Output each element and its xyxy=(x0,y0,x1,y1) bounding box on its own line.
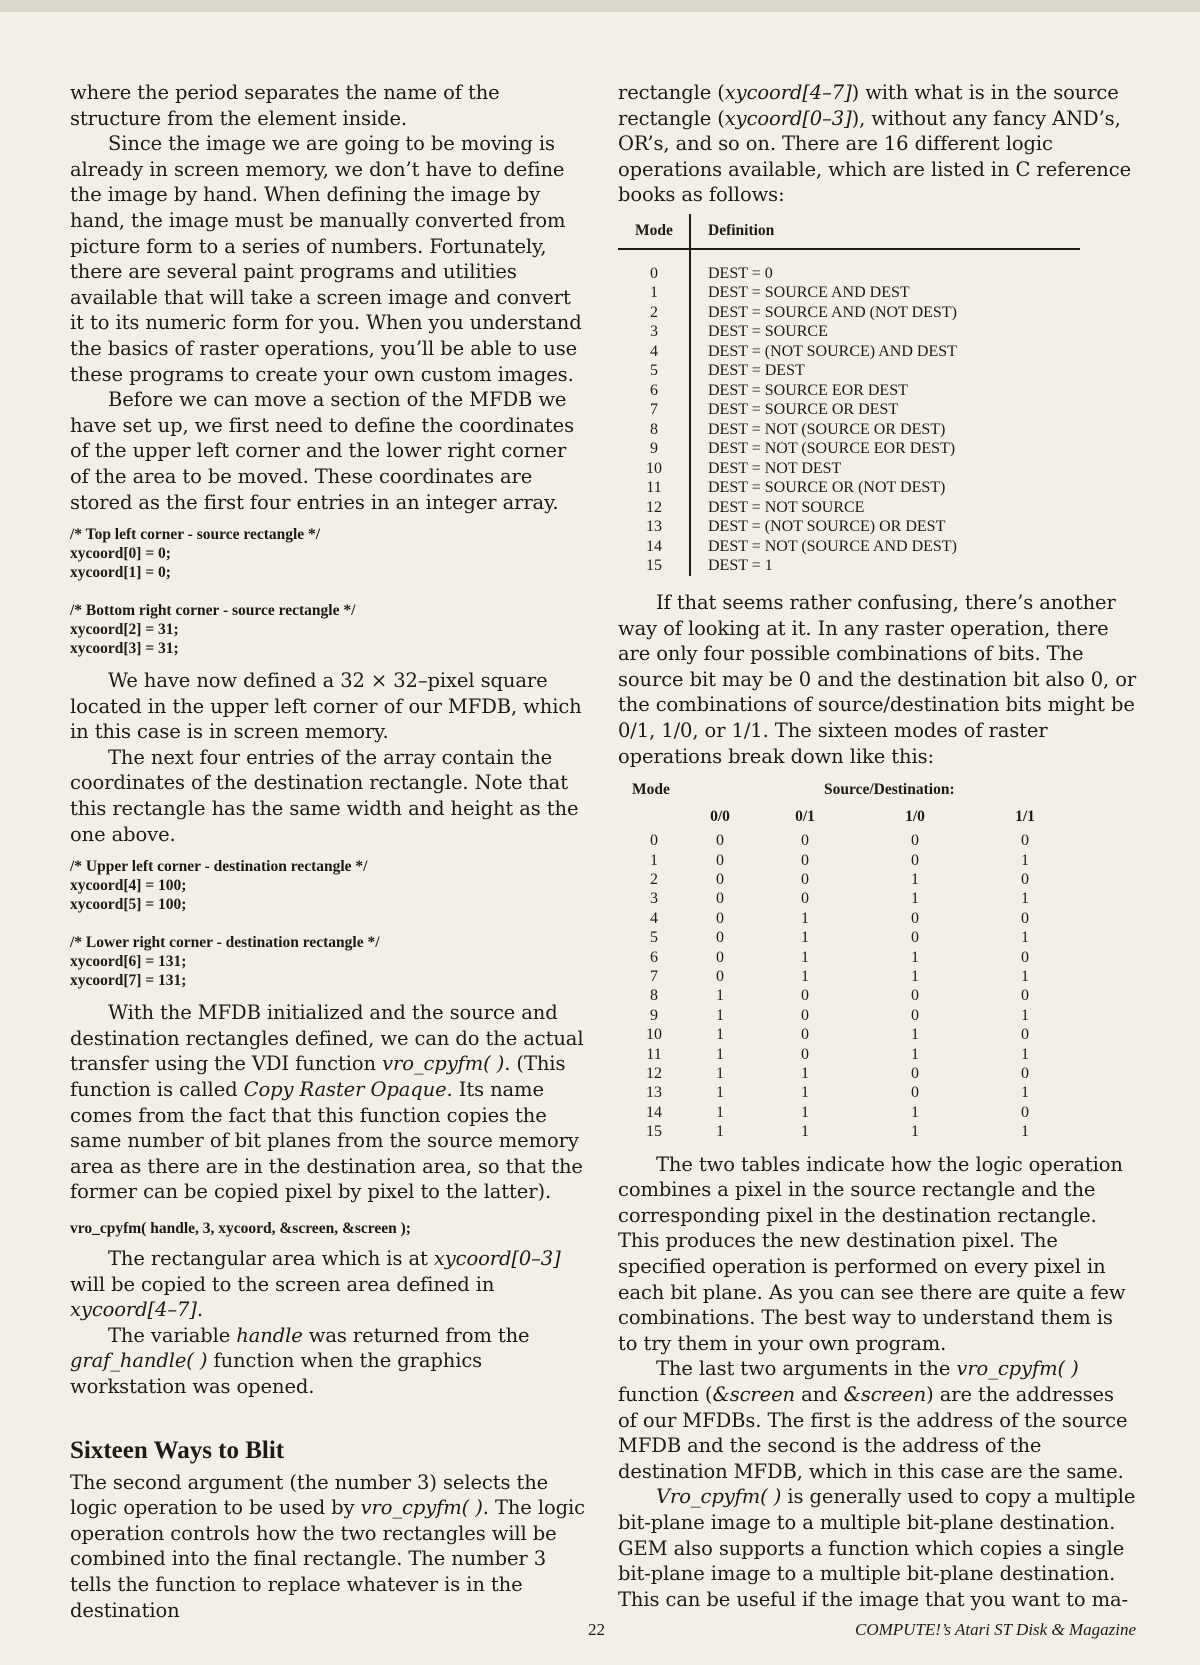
bit-cell: 0 xyxy=(1021,1026,1029,1044)
bit-cell: 1 xyxy=(911,1026,919,1044)
table-row xyxy=(618,831,1138,850)
bit-cell: 0 xyxy=(1021,909,1029,927)
table-row xyxy=(618,967,1138,986)
table-rule xyxy=(618,248,1080,250)
paragraph: The rectangular area which is at xycoord[0–3] will be copied to the screen area defined in xycoord[4–7]. xyxy=(70,1247,561,1322)
bit-cell: 1 xyxy=(1021,890,1029,908)
mode-cell: 8 xyxy=(650,987,658,1005)
bit-cell: 0 xyxy=(911,851,919,869)
definition-cell: DEST = SOURCE AND (NOT DEST) xyxy=(708,303,957,321)
bit-cell: 1 xyxy=(716,1065,724,1082)
definition-cell: DEST = (NOT SOURCE) AND DEST xyxy=(708,342,957,360)
bit-cell: 0 xyxy=(1021,1103,1029,1121)
mode-cell: 3 xyxy=(650,890,658,908)
bit-cell: 1 xyxy=(801,1065,809,1082)
bit-cell: 1 xyxy=(716,987,724,1005)
definition-cell: DEST = NOT SOURCE xyxy=(708,498,865,516)
table-header-mode: Mode xyxy=(632,781,670,799)
bit-cell: 0 xyxy=(911,987,919,1005)
paragraph: Vro_cpyfm( ) is generally used to copy a multiple bit-plane image to a multiple bit-plane destination. GEM also supports a function which copies a single bit-plane image to a multiple bit-plane destination. This can be useful if the image that you want to ma- xyxy=(618,1485,1136,1611)
paragraph: The last two arguments in the vro_cpyfm( ) function (&screen and &screen) are the addresses of our MFDBs. The first is the address of the source MFDB and the second is the address of the destination MFDB, which in this case are the same. xyxy=(618,1357,1128,1483)
page-edge xyxy=(0,0,1200,12)
code-line: xycoord[1] = 0; xyxy=(70,564,171,582)
paragraph: Before we can move a section of the MFDB we have set up, we first need to define the coordinates of the upper left corner and the lower right corner of the area to be moved. These coordinates are stored as the first four entries in an integer array. xyxy=(70,388,575,514)
table-header-mode: Mode xyxy=(635,221,673,239)
mode-cell: 1 xyxy=(650,284,658,302)
bit-cell: 0 xyxy=(716,890,724,908)
definition-cell: DEST = 1 xyxy=(708,557,773,575)
mode-cell: 7 xyxy=(650,401,658,419)
definition-cell: DEST = SOURCE AND DEST xyxy=(708,284,910,302)
paragraph: rectangle (xycoord[4–7]) with what is in the source rectangle (xycoord[0–3]), without any fancy AND’s, OR’s, and so on. There are 16 different logic operations available, which are listed in C reference books as follows: xyxy=(618,81,1132,207)
bit-cell: 1 xyxy=(911,1103,919,1121)
paragraph: The two tables indicate how the logic operation combines a pixel in the source rectangle and the corresponding pixel in the destination rectangle. This produces the new destination pixel. The specified operation is performed on every pixel in each bit plane. As you can see there are quite a few combinations. The best way to understand them is to try them in your own program. xyxy=(618,1152,1126,1355)
bit-cell: 1 xyxy=(1021,1006,1029,1024)
mode-cell: 6 xyxy=(650,948,658,966)
definition-cell: DEST = NOT (SOURCE EOR DEST) xyxy=(708,440,956,458)
table-row xyxy=(618,537,1078,557)
mode-cell: 14 xyxy=(646,1103,662,1121)
mode-cell: 9 xyxy=(650,1006,658,1024)
definition-cell: DEST = SOURCE EOR DEST xyxy=(708,381,908,399)
section-heading: Sixteen Ways to Blit xyxy=(70,1436,285,1464)
bit-cell: 0 xyxy=(801,987,809,1005)
mode-cell: 14 xyxy=(646,537,662,555)
table-row xyxy=(618,517,1078,537)
table-row xyxy=(618,928,1138,947)
code-comment: /* Lower right corner - destination rectangle */ xyxy=(70,934,380,952)
table-row xyxy=(618,870,1138,889)
table-row xyxy=(618,478,1078,498)
mode-cell: 13 xyxy=(646,1084,662,1102)
bit-cell: 1 xyxy=(1021,1084,1029,1102)
column-header: 0/1 xyxy=(795,808,815,826)
bit-cell: 0 xyxy=(716,967,724,985)
bit-cell: 1 xyxy=(1021,1123,1029,1141)
left-column xyxy=(70,80,590,1623)
mode-cell: 8 xyxy=(650,420,658,438)
definition-cell: DEST = 0 xyxy=(708,264,773,282)
table-row xyxy=(618,303,1078,323)
bit-cell: 1 xyxy=(911,870,919,888)
bit-cell: 1 xyxy=(716,1026,724,1044)
bit-cell: 1 xyxy=(801,1123,809,1141)
bit-cell: 0 xyxy=(911,1084,919,1102)
table-row xyxy=(618,1006,1138,1025)
paragraph: The next four entries of the array contain the coordinates of the destination rectangle. Note that this rectangle has the same width and height as the one above. xyxy=(70,745,579,846)
bit-cell: 1 xyxy=(1021,1045,1029,1063)
code-line: vro_cpyfm( handle, 3, xycoord, &screen, &screen ); xyxy=(70,1220,411,1237)
bit-cell: 0 xyxy=(1021,987,1029,1005)
table-row xyxy=(618,459,1078,479)
table-row xyxy=(618,420,1078,440)
mode-cell: 11 xyxy=(646,1045,662,1063)
bit-cell: 1 xyxy=(716,1006,724,1024)
table-row xyxy=(618,381,1078,401)
mode-cell: 12 xyxy=(646,1065,662,1082)
mode-cell: 4 xyxy=(650,909,658,927)
code-block-call xyxy=(70,1219,590,1238)
bit-cell: 1 xyxy=(1021,929,1029,947)
definition-cell: DEST = (NOT SOURCE) OR DEST xyxy=(708,518,946,536)
bit-cell: 1 xyxy=(911,1045,919,1063)
mode-cell: 13 xyxy=(646,518,662,536)
bit-cell: 1 xyxy=(716,1045,724,1063)
mode-cell: 0 xyxy=(650,832,658,850)
bit-cell: 1 xyxy=(801,909,809,927)
bit-cell: 0 xyxy=(911,909,919,927)
bit-cell: 1 xyxy=(716,1103,724,1121)
definition-cell: DEST = NOT (SOURCE OR DEST) xyxy=(708,420,946,438)
mode-cell: 5 xyxy=(650,929,658,947)
table-row xyxy=(618,400,1078,420)
code-line: xycoord[3] = 31; xyxy=(70,640,179,658)
bit-cell: 0 xyxy=(911,1006,919,1024)
definition-cell: DEST = SOURCE OR DEST xyxy=(708,401,899,419)
mode-cell: 12 xyxy=(646,498,662,516)
paragraph: We have now defined a 32 × 32–pixel square located in the upper left corner of our MFDB, which in this case is in screen memory. xyxy=(70,669,582,744)
bit-cell: 0 xyxy=(716,851,724,869)
table-row xyxy=(618,1025,1138,1044)
mode-cell: 15 xyxy=(646,557,662,575)
code-line: xycoord[4] = 100; xyxy=(70,877,187,895)
bit-cell: 0 xyxy=(1021,870,1029,888)
bit-cell: 0 xyxy=(801,1045,809,1063)
right-column xyxy=(618,80,1138,1612)
mode-cell: 2 xyxy=(650,303,658,321)
mode-cell: 4 xyxy=(650,342,658,360)
table-row xyxy=(618,1045,1138,1064)
bit-cell: 1 xyxy=(911,967,919,985)
bit-cell: 1 xyxy=(801,1084,809,1102)
table-row xyxy=(618,889,1138,908)
mode-cell: 11 xyxy=(646,479,662,497)
table-row xyxy=(618,283,1078,303)
table-row xyxy=(618,264,1078,284)
bit-cell: 0 xyxy=(1021,948,1029,966)
definition-cell: DEST = SOURCE OR (NOT DEST) xyxy=(708,479,946,497)
source-destination-table xyxy=(618,777,1138,1142)
bit-cell: 1 xyxy=(716,1123,724,1141)
bit-cell: 0 xyxy=(801,1006,809,1024)
table-row xyxy=(618,948,1138,967)
bit-cell: 1 xyxy=(801,1103,809,1121)
logic-operations-table xyxy=(618,214,1078,576)
bit-cell: 0 xyxy=(911,929,919,947)
mode-cell: 5 xyxy=(650,362,658,380)
code-line: xycoord[0] = 0; xyxy=(70,545,171,563)
bit-cell: 1 xyxy=(801,967,809,985)
bit-cell: 0 xyxy=(1021,1065,1029,1082)
column-header: 1/1 xyxy=(1015,808,1035,826)
magazine-name: COMPUTE!’s Atari ST Disk & Magazine xyxy=(855,1620,1136,1639)
bit-cell: 0 xyxy=(801,1026,809,1044)
mode-cell: 15 xyxy=(646,1123,662,1141)
table-row xyxy=(618,556,1078,576)
bit-cell: 0 xyxy=(801,870,809,888)
code-comment: /* Bottom right corner - source rectangle */ xyxy=(70,602,356,620)
bit-cell: 0 xyxy=(716,929,724,947)
table-row xyxy=(618,439,1078,459)
code-line: xycoord[7] = 131; xyxy=(70,972,187,990)
table-row xyxy=(618,498,1078,518)
bit-cell: 1 xyxy=(1021,851,1029,869)
code-comment: /* Upper left corner - destination rectangle */ xyxy=(70,858,368,876)
mode-cell: 3 xyxy=(650,323,658,341)
paragraph: Since the image we are going to be moving is already in screen memory, we don’t have to define the image by hand. When defining the image by hand, the image must be manually converted from picture form to a series of numbers. Fortunately, there are several paint programs and utilities available that will take a screen image and convert it to its numeric form for you. When you understand the basics of raster operations, you’ll be able to use these programs to create your own custom images. xyxy=(70,132,582,386)
table-header-definition: Definition xyxy=(708,221,775,239)
paragraph: If that seems rather confusing, there’s another way of looking at it. In any raster operation, there are only four possible combinations of bits. The source bit may be 0 and the destination bit also 0, or the combinations of source/destination bits might be 0/1, 1/0, or 1/1. The sixteen modes of raster operations break down like this: xyxy=(618,590,1137,768)
mode-cell: 0 xyxy=(650,264,658,282)
page-number: 22 xyxy=(588,1620,605,1639)
paragraph: The variable handle was returned from the graf_handle( ) function when the graphics workstation was opened. xyxy=(70,1323,530,1398)
bit-cell: 0 xyxy=(801,832,809,850)
bit-cell: 1 xyxy=(911,890,919,908)
bit-cell: 1 xyxy=(801,948,809,966)
bit-cell: 1 xyxy=(911,948,919,966)
mode-cell: 9 xyxy=(650,440,658,458)
bit-cell: 0 xyxy=(716,909,724,927)
bit-cell: 0 xyxy=(801,851,809,869)
bit-cell: 1 xyxy=(801,929,809,947)
table-divider xyxy=(689,214,691,576)
bit-cell: 0 xyxy=(911,832,919,850)
column-header: 1/0 xyxy=(905,808,925,826)
table-row xyxy=(618,1083,1138,1102)
code-line: xycoord[2] = 31; xyxy=(70,621,179,639)
table-row xyxy=(618,322,1078,342)
bit-cell: 1 xyxy=(1021,967,1029,985)
code-block-source-top-left xyxy=(70,525,590,658)
definition-cell: DEST = NOT (SOURCE AND DEST) xyxy=(708,537,957,555)
bit-cell: 0 xyxy=(911,1065,919,1082)
bit-cell: 0 xyxy=(716,948,724,966)
table-row xyxy=(618,851,1138,870)
bit-cell: 0 xyxy=(716,832,724,850)
bit-cell: 1 xyxy=(911,1123,919,1141)
column-header: 0/0 xyxy=(710,808,730,826)
table-row xyxy=(618,1064,1138,1083)
paragraph: With the MFDB initialized and the source and destination rectangles defined, we can do the actual transfer using the VDI function vro_cpyfm( ). (This function is called Copy Raster Opaque. Its name comes from the fact that this function copies the same number of bit planes from the source memory area as there are in the destination area, so that the former can be copied pixel by pixel to the latter). xyxy=(70,1001,584,1204)
table-header-source-destination: Source/Destination: xyxy=(824,781,955,799)
table-row xyxy=(618,361,1078,381)
mode-cell: 10 xyxy=(646,1026,662,1044)
bit-cell: 0 xyxy=(801,890,809,908)
mode-cell: 1 xyxy=(650,851,658,869)
paragraph: The second argument (the number 3) selects the logic operation to be used by vro_cpyfm( ). The logic operation controls how the two rectangles will be combined into the final rectangle. The number 3 tells the function to replace whatever is in the destination xyxy=(70,1470,585,1622)
code-line: xycoord[5] = 100; xyxy=(70,896,187,914)
bit-cell: 0 xyxy=(716,870,724,888)
table-row xyxy=(618,986,1138,1005)
mode-cell: 7 xyxy=(650,967,658,985)
code-comment: /* Top left corner - source rectangle */ xyxy=(70,526,321,544)
definition-cell: DEST = SOURCE xyxy=(708,323,828,341)
code-line: xycoord[6] = 131; xyxy=(70,953,187,971)
mode-cell: 6 xyxy=(650,381,658,399)
bit-cell: 0 xyxy=(1021,832,1029,850)
definition-cell: DEST = DEST xyxy=(708,362,805,380)
table-row xyxy=(618,909,1138,928)
table-row xyxy=(618,1103,1138,1122)
paragraph: where the period separates the name of the structure from the element inside. xyxy=(70,81,500,130)
mode-cell: 10 xyxy=(646,459,662,477)
table-row xyxy=(618,1122,1138,1141)
definition-cell: DEST = NOT DEST xyxy=(708,459,842,477)
code-block-destination xyxy=(70,857,590,990)
bit-cell: 1 xyxy=(716,1084,724,1102)
table-row xyxy=(618,342,1078,362)
mode-cell: 2 xyxy=(650,870,658,888)
